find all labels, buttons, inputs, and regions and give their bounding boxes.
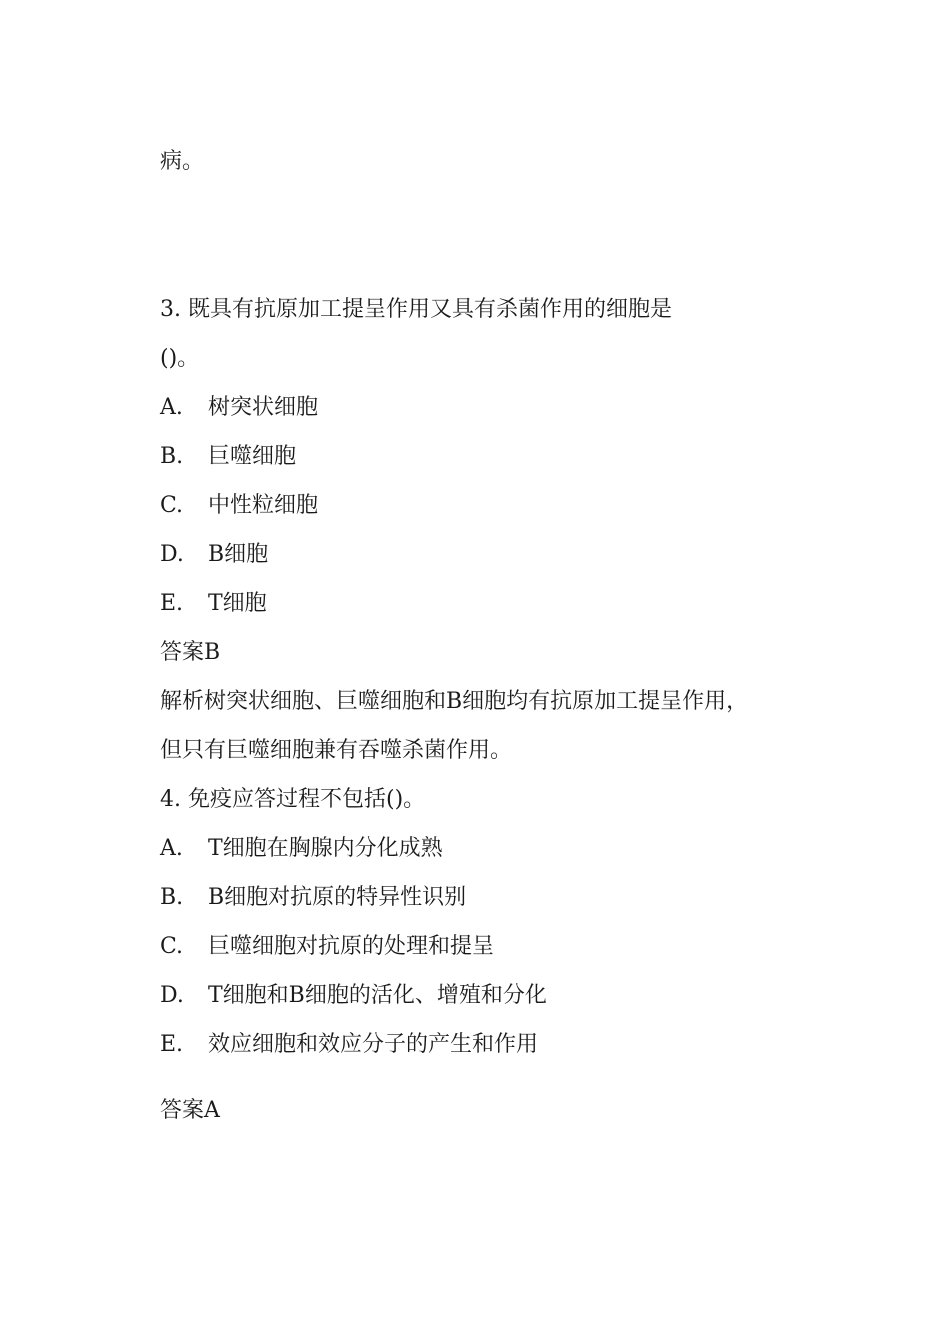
question-4-option-b bbox=[160, 883, 466, 913]
question-3-option-d bbox=[160, 540, 268, 570]
option-letter: E. bbox=[160, 591, 184, 616]
option-text: T细胞 bbox=[208, 591, 267, 616]
option-text: 树突状细胞 bbox=[208, 395, 319, 420]
option-letter: D. bbox=[160, 983, 184, 1008]
option-letter: C. bbox=[160, 934, 184, 959]
question-4-stem: 4. 免疫应答过程不包括()。 bbox=[160, 787, 426, 812]
question-4-option-c bbox=[160, 932, 494, 962]
option-text: 巨噬细胞 bbox=[208, 444, 297, 469]
option-text: B细胞 bbox=[208, 542, 269, 567]
question-4-option-a bbox=[160, 834, 443, 864]
question-3-option-e bbox=[160, 589, 267, 619]
option-text: T细胞在胸腺内分化成熟 bbox=[208, 836, 443, 861]
option-letter: B. bbox=[160, 885, 184, 910]
question-4-option-d bbox=[160, 981, 547, 1011]
option-letter: A. bbox=[160, 836, 183, 861]
question-3-stem-line-1: 3. 既具有抗原加工提呈作用又具有杀菌作用的细胞是 bbox=[160, 297, 672, 322]
option-letter: A. bbox=[160, 395, 183, 420]
question-3-option-a bbox=[160, 393, 318, 423]
question-3-answer: 答案B bbox=[160, 640, 221, 665]
question-4-option-e bbox=[160, 1030, 538, 1060]
option-text: 巨噬细胞对抗原的处理和提呈 bbox=[208, 934, 495, 959]
option-text: 效应细胞和效应分子的产生和作用 bbox=[208, 1032, 539, 1057]
question-3-analysis-line-2: 但只有巨噬细胞兼有吞噬杀菌作用。 bbox=[160, 738, 513, 763]
question-3-stem-line-2: ()。 bbox=[160, 346, 200, 371]
question-3-analysis-line-1: 解析树突状细胞、巨噬细胞和B细胞均有抗原加工提呈作用， bbox=[160, 689, 749, 714]
question-3-option-c bbox=[160, 491, 318, 521]
option-letter: E. bbox=[160, 1032, 184, 1057]
question-3-option-b bbox=[160, 442, 296, 472]
option-text: B细胞对抗原的特异性识别 bbox=[208, 885, 467, 910]
question-4-answer: 答案A bbox=[160, 1098, 220, 1123]
option-text: 中性粒细胞 bbox=[208, 493, 319, 518]
option-letter: C. bbox=[160, 493, 184, 518]
option-text: T细胞和B细胞的活化、增殖和分化 bbox=[208, 983, 547, 1008]
option-letter: B. bbox=[160, 444, 184, 469]
previous-answer-tail: 病。 bbox=[160, 149, 205, 174]
option-letter: D. bbox=[160, 542, 184, 567]
